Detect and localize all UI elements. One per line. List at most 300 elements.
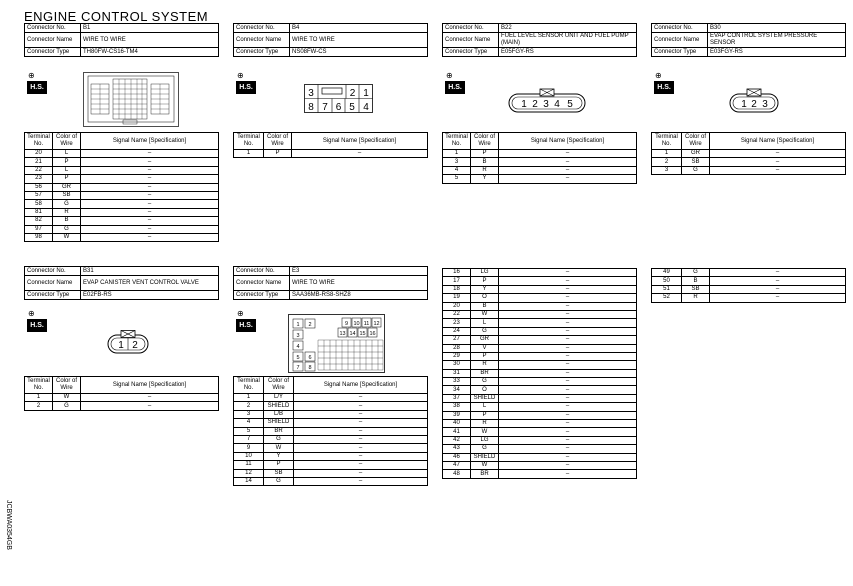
signal-name-cell: –: [81, 200, 219, 208]
terminal-no-cell: 22: [443, 310, 471, 318]
table-row: [652, 285, 846, 293]
wire-color-cell: G: [264, 435, 294, 443]
signal-name-cell: –: [499, 352, 637, 360]
terminal-no-cell: 20: [25, 150, 53, 158]
wire-color-cell: SHIELD: [264, 402, 294, 410]
wire-color-cell: O: [471, 386, 499, 394]
table-row: [443, 319, 637, 327]
table-row: [25, 200, 219, 208]
signal-name-cell: –: [710, 150, 846, 158]
table-row: [443, 285, 637, 293]
harness-side-icon: ⊕ H.S.: [27, 310, 47, 332]
pin-number-label: 1: [521, 99, 527, 110]
wire-color-cell: Y: [471, 175, 499, 183]
signal-name-cell: –: [499, 269, 637, 277]
table-row: [234, 150, 428, 158]
signal-name-cell: –: [81, 394, 219, 402]
terminal-no-cell: 5: [234, 427, 264, 435]
wire-color-cell: L/Y: [264, 394, 294, 402]
signal-name-cell: –: [499, 319, 637, 327]
wire-color-cell: R: [53, 208, 81, 216]
signal-name-cell: –: [294, 444, 428, 452]
table-row: [234, 477, 428, 485]
table-row: [443, 336, 637, 344]
wire-color-cell: P: [471, 352, 499, 360]
terminal-no-cell: 2: [652, 158, 682, 166]
connector-b30-face: [729, 87, 781, 117]
signal-name-cell: –: [81, 166, 219, 174]
table-row: [25, 217, 219, 225]
signal-name-cell: –: [294, 427, 428, 435]
signal-name-cell: –: [499, 403, 637, 411]
pin-number-label: 1: [363, 88, 369, 99]
pin-number-label: 11: [363, 321, 370, 327]
table-row: [443, 352, 637, 360]
table-row: [652, 294, 846, 302]
wire-color-cell: W: [264, 444, 294, 452]
wire-color-cell: Y: [471, 285, 499, 293]
wire-color-cell: GR: [53, 183, 81, 191]
terminal-no-cell: 30: [443, 361, 471, 369]
table-row: [25, 166, 219, 174]
pin-number-label: 2: [751, 99, 757, 110]
terminal-no-cell: 22: [25, 166, 53, 174]
signal-name-cell: –: [294, 461, 428, 469]
table-row: [443, 277, 637, 285]
terminal-no-cell: 11: [234, 461, 264, 469]
wire-color-cell: B: [53, 217, 81, 225]
terminal-no-cell: 40: [443, 420, 471, 428]
table-row: [234, 419, 428, 427]
terminal-no-cell: 27: [443, 336, 471, 344]
pin-number-label: 5: [567, 99, 573, 110]
signal-name-cell: –: [499, 394, 637, 402]
table-row: [443, 445, 637, 453]
connector-b31-face: [107, 330, 151, 356]
wire-color-cell: G: [471, 378, 499, 386]
signal-name-cell: –: [499, 445, 637, 453]
terminal-no-cell: 14: [234, 477, 264, 485]
pin-number-label: 2: [532, 99, 538, 110]
label-connector-name: Connector Name: [25, 33, 81, 48]
terminal-no-cell: 46: [443, 453, 471, 461]
table-row: [443, 394, 637, 402]
terminal-no-cell: 20: [443, 302, 471, 310]
terminal-no-cell: 21: [25, 158, 53, 166]
terminal-no-cell: 52: [652, 294, 682, 302]
wire-color-cell: GR: [471, 336, 499, 344]
signal-name-cell: –: [499, 158, 637, 166]
table-row: [443, 470, 637, 478]
table-row: [443, 158, 637, 166]
terminal-no-cell: 51: [652, 285, 682, 293]
terminal-no-cell: 12: [234, 469, 264, 477]
table-row: [25, 394, 219, 402]
table-row: [25, 233, 219, 241]
pin-number-label: 4: [554, 99, 560, 110]
terminal-no-cell: 1: [652, 150, 682, 158]
terminal-no-cell: 39: [443, 411, 471, 419]
wire-color-cell: L: [471, 403, 499, 411]
signal-name-cell: –: [499, 428, 637, 436]
signal-name-cell: –: [710, 294, 846, 302]
terminal-no-cell: 23: [443, 319, 471, 327]
terminal-no-cell: 18: [443, 285, 471, 293]
table-row: [25, 402, 219, 410]
connector-name: WIRE TO WIRE: [81, 33, 219, 48]
terminal-no-cell: 2: [234, 402, 264, 410]
terminal-no-cell: 50: [652, 277, 682, 285]
signal-name-cell: –: [294, 410, 428, 418]
terminal-no-cell: 34: [443, 386, 471, 394]
table-row: [234, 444, 428, 452]
terminal-no-cell: 81: [25, 208, 53, 216]
pin-number-label: 4: [296, 344, 300, 350]
wire-color-cell: R: [471, 420, 499, 428]
pin-number-label: 3: [296, 333, 300, 339]
terminal-no-cell: 31: [443, 369, 471, 377]
terminal-no-cell: 56: [25, 183, 53, 191]
signal-name-cell: –: [81, 158, 219, 166]
signal-name-cell: –: [499, 302, 637, 310]
pin-table-b30: Terminal No. Color of Wire Signal Name [Specification] 1 GR – 2 SB – 3 G –: [651, 132, 846, 175]
table-row: [234, 461, 428, 469]
signal-name-cell: –: [499, 436, 637, 444]
table-row: [234, 394, 428, 402]
wire-color-cell: P: [471, 277, 499, 285]
terminal-no-cell: 28: [443, 344, 471, 352]
terminal-no-cell: 2: [25, 402, 53, 410]
signal-name-cell: –: [710, 166, 846, 174]
signal-name-cell: –: [710, 277, 846, 285]
wire-color-cell: L/B: [264, 410, 294, 418]
wire-color-cell: SHIELD: [264, 419, 294, 427]
table-row: [443, 361, 637, 369]
terminal-no-cell: 1: [234, 394, 264, 402]
terminal-no-cell: 41: [443, 428, 471, 436]
table-row: [234, 427, 428, 435]
terminal-no-cell: 3: [652, 166, 682, 174]
terminal-no-cell: 49: [652, 269, 682, 277]
terminal-no-cell: 9: [234, 444, 264, 452]
wire-color-cell: SB: [264, 469, 294, 477]
wire-color-cell: W: [471, 310, 499, 318]
pin-number-label: 3: [308, 88, 314, 99]
pin-number-label: 8: [308, 102, 314, 113]
terminal-no-cell: 1: [443, 150, 471, 158]
wire-color-cell: G: [53, 200, 81, 208]
terminal-no-cell: 23: [25, 175, 53, 183]
table-row: [25, 150, 219, 158]
terminal-no-cell: 82: [25, 217, 53, 225]
terminal-no-cell: 1: [25, 394, 53, 402]
table-row: [443, 420, 637, 428]
table-row: [443, 386, 637, 394]
signal-name-cell: –: [81, 191, 219, 199]
wire-color-cell: L: [53, 166, 81, 174]
terminal-no-cell: 17: [443, 277, 471, 285]
wire-color-cell: R: [471, 361, 499, 369]
wire-color-cell: G: [471, 445, 499, 453]
table-row: [443, 310, 637, 318]
label-connector-no: Connector No.: [25, 24, 81, 33]
terminal-no-cell: 1: [234, 150, 264, 158]
terminal-no-cell: 57: [25, 191, 53, 199]
pin-number-label: 5: [349, 102, 355, 113]
connector-b4-face: [304, 84, 374, 114]
table-row: [443, 269, 637, 277]
connector-type: TH80FW-CS16-TM4: [81, 48, 219, 57]
signal-name-cell: –: [499, 420, 637, 428]
wire-color-cell: R: [471, 166, 499, 174]
signal-name-cell: –: [499, 277, 637, 285]
pin-number-label: 2: [308, 322, 312, 328]
table-row: [443, 166, 637, 174]
wire-color-cell: W: [471, 428, 499, 436]
terminal-no-cell: 19: [443, 294, 471, 302]
terminal-no-cell: 47: [443, 461, 471, 469]
table-row: [443, 378, 637, 386]
connector-b1-face: [83, 72, 180, 128]
signal-name-cell: –: [294, 435, 428, 443]
signal-name-cell: –: [292, 150, 428, 158]
wire-color-cell: G: [471, 327, 499, 335]
wire-color-cell: P: [264, 461, 294, 469]
label-connector-type: Connector Type: [25, 48, 81, 57]
signal-name-cell: –: [499, 378, 637, 386]
signal-name-cell: –: [499, 327, 637, 335]
wire-color-cell: B: [471, 158, 499, 166]
wire-color-cell: P: [471, 150, 499, 158]
table-row: [25, 191, 219, 199]
wire-color-cell: W: [53, 394, 81, 402]
signal-name-cell: –: [81, 175, 219, 183]
signal-name-cell: –: [710, 285, 846, 293]
pin-table-e3: Terminal No. Color of Wire Signal Name [Specification] 1 L/Y – 2 SHIELD – 3 L/B – 4 SHIELD – 5 BR – 7 G – 9 W – 10 Y – 11 P – 12 SB – 14 G –: [233, 376, 428, 486]
table-row: [25, 175, 219, 183]
terminal-no-cell: 33: [443, 378, 471, 386]
wire-color-cell: BR: [471, 369, 499, 377]
terminal-no-cell: 42: [443, 436, 471, 444]
wire-color-cell: P: [471, 411, 499, 419]
table-row: [443, 344, 637, 352]
pin-number-label: 3: [543, 99, 549, 110]
wire-color-cell: Y: [264, 452, 294, 460]
signal-name-cell: –: [499, 411, 637, 419]
signal-name-cell: –: [81, 217, 219, 225]
terminal-no-cell: 5: [443, 175, 471, 183]
signal-name-cell: –: [710, 269, 846, 277]
table-row: [652, 269, 846, 277]
wire-color-cell: L: [53, 150, 81, 158]
pin-number-label: 14: [349, 331, 356, 337]
signal-name-cell: –: [294, 394, 428, 402]
pin-number-label: 1: [741, 99, 747, 110]
wire-color-cell: SHIELD: [471, 453, 499, 461]
connector-e3-face: [288, 314, 386, 374]
signal-name-cell: –: [499, 336, 637, 344]
wire-color-cell: G: [682, 269, 710, 277]
wire-color-cell: G: [53, 225, 81, 233]
signal-name-cell: –: [499, 461, 637, 469]
signal-name-cell: –: [294, 419, 428, 427]
terminal-no-cell: 24: [443, 327, 471, 335]
signal-name-cell: –: [81, 225, 219, 233]
signal-name-cell: –: [499, 369, 637, 377]
terminal-no-cell: 48: [443, 470, 471, 478]
signal-name-cell: –: [499, 285, 637, 293]
wire-color-cell: SB: [682, 285, 710, 293]
wire-color-cell: SHIELD: [471, 394, 499, 402]
signal-name-cell: –: [294, 452, 428, 460]
wire-color-cell: BR: [471, 470, 499, 478]
terminal-no-cell: 29: [443, 352, 471, 360]
table-row: [25, 225, 219, 233]
signal-name-cell: –: [294, 477, 428, 485]
terminal-no-cell: 37: [443, 394, 471, 402]
table-row: [234, 452, 428, 460]
table-row: [443, 175, 637, 183]
table-row: [443, 369, 637, 377]
wire-color-cell: B: [682, 277, 710, 285]
connector-no: B1: [81, 24, 219, 33]
wire-color-cell: SB: [53, 191, 81, 199]
pin-table-b31: Terminal No. Color of Wire Signal Name [Specification] 1 W – 2 G –: [24, 376, 219, 411]
signal-name-cell: –: [499, 470, 637, 478]
connector-b4: Connector No. B4 Connector Name WIRE TO WIRE Connector Type NS08FW-CS: [233, 23, 428, 57]
signal-name-cell: –: [499, 294, 637, 302]
wire-color-cell: G: [264, 477, 294, 485]
wire-color-cell: R: [682, 294, 710, 302]
terminal-no-cell: 3: [443, 158, 471, 166]
pin-number-label: 12: [373, 321, 380, 327]
connector-e3: Connector No. E3 Connector Name WIRE TO WIRE Connector Type SAA36MB-RS8-SHZ8: [233, 266, 428, 300]
wire-color-cell: P: [53, 158, 81, 166]
harness-side-icon: ⊕ H.S.: [445, 72, 465, 94]
terminal-no-cell: 97: [25, 225, 53, 233]
pin-table-b1: Terminal No. Color of Wire Signal Name [Specification] 20 L – 21 P – 22 L – 23 P – 56 GR – 57 SB – 58 G – 81 R – 82 B – 97 G – 98 W –: [24, 132, 219, 242]
table-row: [25, 208, 219, 216]
signal-name-cell: –: [499, 150, 637, 158]
table-row: [443, 302, 637, 310]
terminal-no-cell: 3: [234, 410, 264, 418]
wire-color-cell: L: [471, 319, 499, 327]
table-row: [25, 183, 219, 191]
signal-name-cell: –: [499, 453, 637, 461]
signal-name-cell: –: [81, 150, 219, 158]
wire-color-cell: BR: [264, 427, 294, 435]
terminal-no-cell: 58: [25, 200, 53, 208]
table-row: [234, 402, 428, 410]
signal-name-cell: –: [499, 386, 637, 394]
pin-number-label: 2: [132, 340, 138, 351]
pin-number-label: 9: [344, 321, 349, 327]
wire-color-cell: P: [53, 175, 81, 183]
signal-name-cell: –: [294, 469, 428, 477]
table-row: [443, 327, 637, 335]
terminal-no-cell: 38: [443, 403, 471, 411]
pin-number-label: 1: [118, 340, 124, 351]
document-code: JCBWA0354GB: [5, 500, 12, 550]
table-row: [443, 428, 637, 436]
table-row: [443, 436, 637, 444]
pin-number-label: 10: [353, 321, 360, 327]
terminal-no-cell: 16: [443, 269, 471, 277]
pin-number-label: 15: [359, 331, 366, 337]
signal-name-cell: –: [81, 183, 219, 191]
table-row: [443, 294, 637, 302]
wire-color-cell: W: [53, 233, 81, 241]
terminal-no-cell: 10: [234, 452, 264, 460]
wire-color-cell: B: [471, 302, 499, 310]
table-row: [443, 453, 637, 461]
terminal-no-cell: 4: [443, 166, 471, 174]
table-row: [234, 410, 428, 418]
table-row: [652, 277, 846, 285]
harness-side-icon: ⊕ H.S.: [236, 72, 256, 94]
signal-name-cell: –: [294, 402, 428, 410]
wire-color-cell: LG: [471, 269, 499, 277]
wire-color-cell: GR: [682, 150, 710, 158]
wire-color-cell: LG: [471, 436, 499, 444]
signal-name-cell: –: [81, 233, 219, 241]
signal-name-cell: –: [81, 402, 219, 410]
pin-number-label: 5: [296, 355, 300, 361]
signal-name-cell: –: [81, 208, 219, 216]
terminal-no-cell: 7: [234, 435, 264, 443]
signal-name-cell: –: [499, 361, 637, 369]
pin-number-label: 1: [296, 322, 300, 328]
pin-number-label: 6: [308, 355, 312, 361]
pin-number-label: 7: [322, 102, 328, 113]
connector-b22-face: [508, 87, 588, 117]
pin-table-b22: Terminal No. Color of Wire Signal Name [Specification] 1 P – 3 B – 4 R – 5 Y –: [442, 132, 637, 184]
signal-name-cell: –: [499, 166, 637, 174]
signal-name-cell: –: [499, 310, 637, 318]
wire-color-cell: G: [682, 166, 710, 174]
pin-table-b4: Terminal No. Color of Wire Signal Name [Specification] 1 P –: [233, 132, 428, 158]
table-row: [652, 166, 846, 174]
table-row: [652, 150, 846, 158]
table-row: [652, 158, 846, 166]
signal-name-cell: –: [710, 158, 846, 166]
terminal-no-cell: 43: [443, 445, 471, 453]
pin-number-label: 7: [296, 365, 300, 371]
table-row: [234, 469, 428, 477]
signal-name-cell: –: [499, 344, 637, 352]
pin-number-label: 4: [363, 102, 369, 113]
pin-number-label: 3: [762, 99, 768, 110]
harness-side-icon: ⊕ H.S.: [654, 72, 674, 94]
page-title: ENGINE CONTROL SYSTEM: [24, 9, 209, 24]
harness-side-icon: ⊕ H.S.: [27, 72, 47, 94]
table-row: [25, 158, 219, 166]
connector-b22: Connector No. B22 Connector Name FUEL LEVEL SENSOR UNIT AND FUEL PUMP (MAIN) Connector Type E05FGY-RS: [442, 23, 637, 57]
wire-color-cell: W: [471, 461, 499, 469]
signal-name-cell: –: [499, 175, 637, 183]
terminal-no-cell: 4: [234, 419, 264, 427]
table-row: [443, 411, 637, 419]
wire-color-cell: O: [471, 294, 499, 302]
harness-side-icon: ⊕ H.S.: [236, 310, 256, 332]
wire-color-cell: G: [53, 402, 81, 410]
connector-b31: Connector No. B31 Connector Name EVAP CANISTER VENT CONTROL VALVE Connector Type E02FB-RS: [24, 266, 219, 300]
wire-color-cell: V: [471, 344, 499, 352]
pin-number-label: 8: [308, 365, 312, 371]
table-row: [443, 403, 637, 411]
connector-b1: [24, 23, 219, 57]
table-row: [234, 435, 428, 443]
